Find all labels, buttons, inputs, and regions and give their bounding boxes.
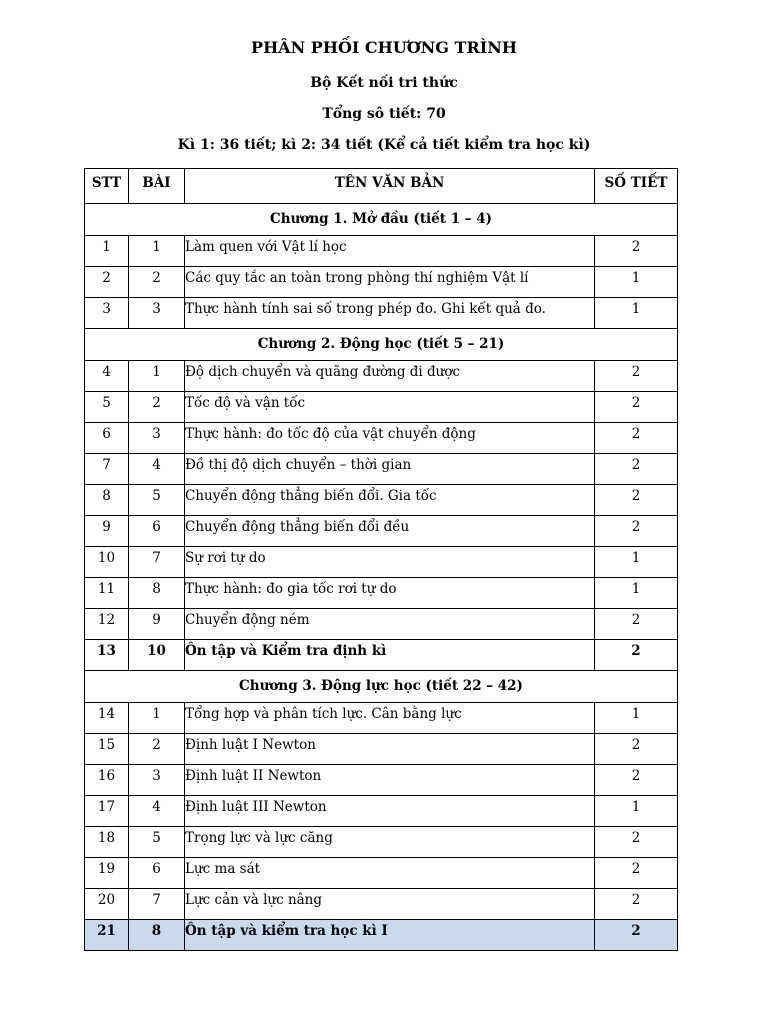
cell-stt: 10 (85, 547, 129, 578)
cell-stt: 8 (85, 485, 129, 516)
table-row (85, 578, 678, 609)
cell-stt: 7 (85, 454, 129, 485)
cell-bai: 4 (129, 796, 185, 827)
cell-so-tiet: 2 (595, 454, 678, 485)
cell-so-tiet: 2 (595, 920, 678, 951)
cell-bai: 5 (129, 485, 185, 516)
cell-ten: Định luật III Newton (185, 796, 595, 827)
cell-stt: 4 (85, 361, 129, 392)
cell-stt: 11 (85, 578, 129, 609)
table-row-review (85, 640, 678, 671)
cell-so-tiet: 2 (595, 858, 678, 889)
chapter-row (85, 671, 678, 703)
cell-stt: 12 (85, 609, 129, 640)
cell-stt: 19 (85, 858, 129, 889)
cell-bai: 2 (129, 267, 185, 298)
cell-bai: 1 (129, 703, 185, 734)
document-subtitle: Bộ Kết nối tri thức (310, 75, 458, 91)
table-row (85, 609, 678, 640)
cell-so-tiet: 2 (595, 423, 678, 454)
cell-ten: Chuyển động thẳng biến đổi đều (185, 516, 595, 547)
cell-ten: Trọng lực và lực căng (185, 827, 595, 858)
cell-so-tiet: 2 (595, 889, 678, 920)
cell-ten: Làm quen với Vật lí học (185, 236, 595, 267)
cell-ten: Thực hành: đo gia tốc rơi tự do (185, 578, 595, 609)
cell-bai: 7 (129, 889, 185, 920)
chapter-title: Chương 3. Động lực học (tiết 22 – 42) (85, 671, 678, 703)
cell-stt: 3 (85, 298, 129, 329)
cell-so-tiet: 2 (595, 392, 678, 423)
cell-bai: 8 (129, 578, 185, 609)
cell-so-tiet: 1 (595, 796, 678, 827)
cell-ten: Định luật I Newton (185, 734, 595, 765)
cell-ten: Chuyển động ném (185, 609, 595, 640)
table-row (85, 703, 678, 734)
table-row (85, 516, 678, 547)
cell-so-tiet: 2 (595, 609, 678, 640)
cell-ten: Các quy tắc an toàn trong phòng thí nghiệm Vật lí (185, 267, 595, 298)
table-row (85, 267, 678, 298)
cell-stt: 20 (85, 889, 129, 920)
cell-so-tiet: 2 (595, 640, 678, 671)
table-row (85, 454, 678, 485)
cell-stt: 21 (85, 920, 129, 951)
table-row (85, 298, 678, 329)
cell-so-tiet: 2 (595, 516, 678, 547)
cell-ten: Đồ thị độ dịch chuyển – thời gian (185, 454, 595, 485)
table-row (85, 485, 678, 516)
cell-stt: 17 (85, 796, 129, 827)
cell-stt: 2 (85, 267, 129, 298)
cell-bai: 3 (129, 423, 185, 454)
header-ten-van-ban: TÊN VĂN BẢN (185, 169, 595, 204)
cell-bai: 2 (129, 392, 185, 423)
cell-bai: 1 (129, 236, 185, 267)
cell-stt: 1 (85, 236, 129, 267)
table-row (85, 236, 678, 267)
cell-so-tiet: 2 (595, 236, 678, 267)
cell-ten: Ôn tập và Kiểm tra định kì (185, 640, 595, 671)
cell-bai: 9 (129, 609, 185, 640)
table-row-review-highlighted (85, 920, 678, 951)
cell-ten: Sự rơi tự do (185, 547, 595, 578)
cell-bai: 7 (129, 547, 185, 578)
cell-stt: 9 (85, 516, 129, 547)
cell-bai: 1 (129, 361, 185, 392)
chapter-title: Chương 2. Động học (tiết 5 – 21) (85, 329, 678, 361)
cell-stt: 13 (85, 640, 129, 671)
table-row (85, 765, 678, 796)
cell-so-tiet: 1 (595, 298, 678, 329)
cell-ten: Tổng hợp và phân tích lực. Cân bằng lực (185, 703, 595, 734)
cell-ten: Lực cản và lực nâng (185, 889, 595, 920)
cell-ten: Lực ma sát (185, 858, 595, 889)
cell-bai: 4 (129, 454, 185, 485)
table-row (85, 547, 678, 578)
cell-ten: Chuyển động thẳng biến đổi. Gia tốc (185, 485, 595, 516)
cell-stt: 15 (85, 734, 129, 765)
document-title: PHÂN PHỐI CHƯƠNG TRÌNH (251, 38, 517, 57)
cell-bai: 8 (129, 920, 185, 951)
cell-so-tiet: 2 (595, 485, 678, 516)
cell-ten: Định luật II Newton (185, 765, 595, 796)
cell-so-tiet: 2 (595, 765, 678, 796)
cell-ten: Ôn tập và kiểm tra học kì I (185, 920, 595, 951)
cell-so-tiet: 2 (595, 734, 678, 765)
cell-bai: 3 (129, 298, 185, 329)
cell-bai: 2 (129, 734, 185, 765)
cell-stt: 14 (85, 703, 129, 734)
cell-ten: Tốc độ và vận tốc (185, 392, 595, 423)
table-row (85, 858, 678, 889)
chapter-row (85, 204, 678, 236)
total-periods: Tổng sô tiết: 70 (322, 106, 446, 122)
semester-periods: Kì 1: 36 tiết; kì 2: 34 tiết (Kể cả tiết kiểm tra học kì) (177, 137, 591, 153)
chapter-title: Chương 1. Mở đầu (tiết 1 – 4) (85, 204, 678, 236)
cell-stt: 5 (85, 392, 129, 423)
curriculum-table (84, 168, 678, 951)
cell-so-tiet: 2 (595, 827, 678, 858)
table-row (85, 423, 678, 454)
table-row (85, 734, 678, 765)
table-row (85, 827, 678, 858)
table-row (85, 889, 678, 920)
cell-bai: 3 (129, 765, 185, 796)
table-header-row (85, 169, 678, 204)
cell-ten: Thực hành: đo tốc độ của vật chuyển động (185, 423, 595, 454)
header-stt: STT (85, 169, 129, 204)
cell-so-tiet: 1 (595, 703, 678, 734)
header-so-tiet: SỐ TIẾT (595, 169, 678, 204)
chapter-row (85, 329, 678, 361)
table-row (85, 392, 678, 423)
cell-so-tiet: 2 (595, 361, 678, 392)
cell-stt: 6 (85, 423, 129, 454)
cell-so-tiet: 1 (595, 578, 678, 609)
cell-bai: 6 (129, 516, 185, 547)
header-bai: BÀI (129, 169, 185, 204)
cell-so-tiet: 1 (595, 547, 678, 578)
cell-stt: 16 (85, 765, 129, 796)
cell-bai: 6 (129, 858, 185, 889)
cell-bai: 10 (129, 640, 185, 671)
cell-ten: Thực hành tính sai số trong phép đo. Ghi kết quả đo. (185, 298, 595, 329)
cell-ten: Độ dịch chuyển và quãng đường đi được (185, 361, 595, 392)
cell-stt: 18 (85, 827, 129, 858)
table-row (85, 796, 678, 827)
cell-so-tiet: 1 (595, 267, 678, 298)
cell-bai: 5 (129, 827, 185, 858)
table-row (85, 361, 678, 392)
